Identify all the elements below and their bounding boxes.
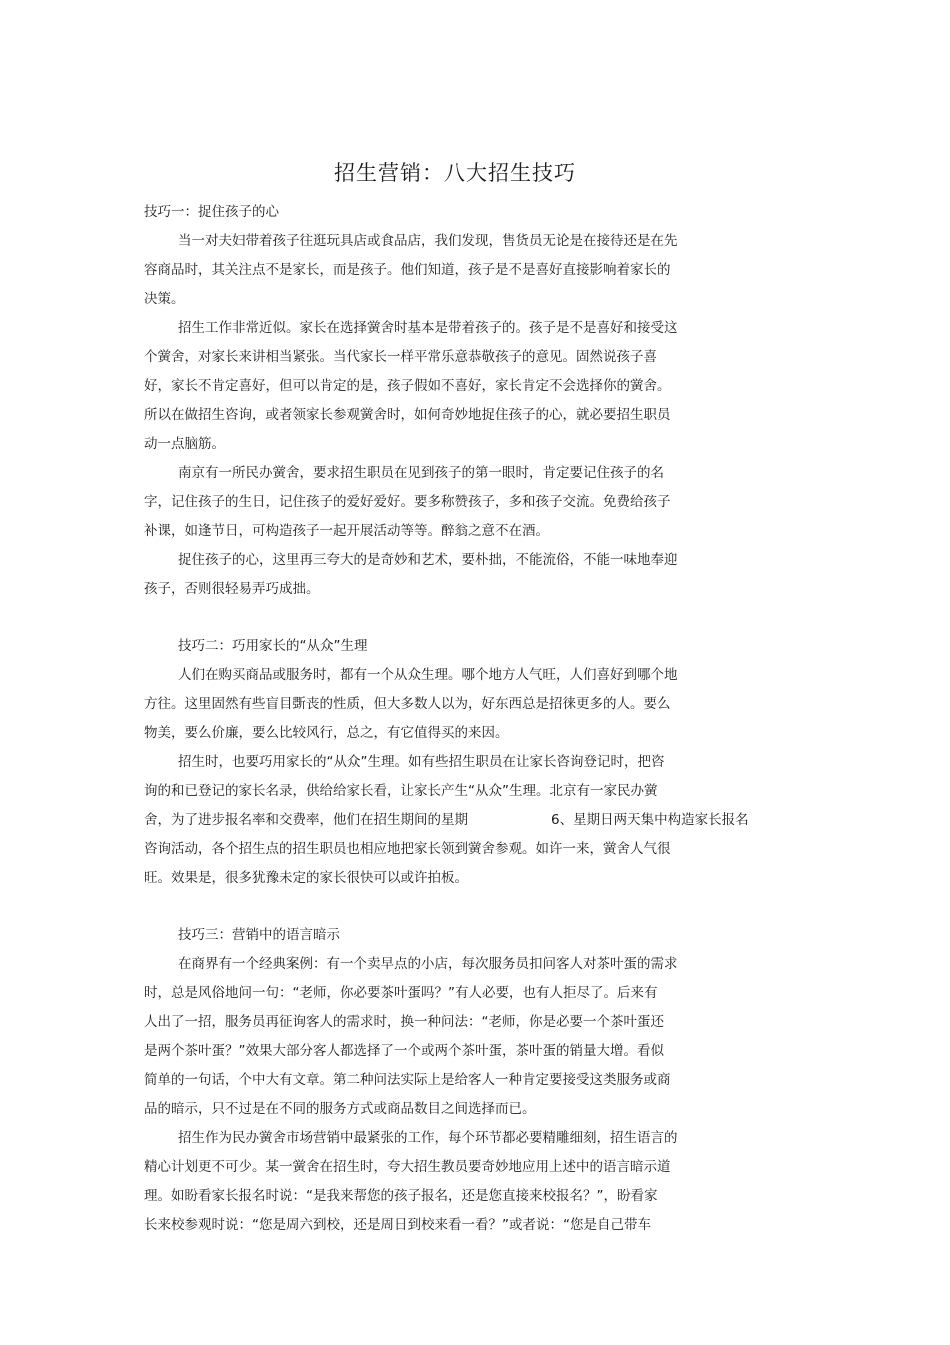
paragraph-line: 6、星期日两天集中构造家长报名 [551, 812, 749, 828]
paragraph-line: 所以在做招生咨询，或者领家长参观黉舍时，如何奇妙地捉住孩子的心，就必要招生职员 [144, 407, 671, 423]
paragraph-line: 个黉舍，对家长来讲相当紧张。当代家长一样平常乐意恭敬孩子的意见。固然说孩子喜 [144, 349, 657, 365]
section-heading-3: 技巧三：营销中的语言暗示 [178, 927, 340, 943]
paragraph-line: 舍，为了进步报名率和交费率，他们在招生期间的星期 [144, 812, 468, 828]
paragraph-line: 询的和已登记的家长名录，供给给家长看，让家长产生“从众”生理。北京有一家民办黉 [144, 783, 658, 799]
paragraph-line: 是两个茶叶蛋？”效果大部分客人都选择了一个或两个茶叶蛋，茶叶蛋的销量大增。看似 [144, 1043, 664, 1059]
paragraph-line: 动一点脑筋。 [144, 436, 225, 452]
paragraph-line: 物美，要么价廉，要么比较风行，总之，有它值得买的来因。 [144, 725, 509, 741]
paragraph-line: 时，总是风俗地问一句：“老师，你必要茶叶蛋吗？”有人必要，也有人拒尽了。后来有 [144, 985, 658, 1001]
paragraph-line: 人们在购买商品或服务时，都有一个从众生理。哪个地方人气旺，人们喜好到哪个地 [178, 667, 678, 683]
paragraph-line: 理。如盼看家长报名时说：“是我来帮您的孩子报名，还是您直接来校报名？”，盼看家 [144, 1188, 658, 1204]
section-heading-1: 技巧一：捉住孩子的心 [144, 204, 279, 220]
paragraph-line: 当一对夫妇带着孩子往逛玩具店或食品店，我们发现，售货员无论是在接待还是在先 [178, 233, 678, 249]
paragraph-line: 长来校参观时说：“您是周六到校，还是周日到校来看一看？”或者说：“您是自己带车 [144, 1217, 651, 1233]
paragraph-line: 招生作为民办黉舍市场营销中最紧张的工作，每个环节都必要精雕细刻，招生语言的 [178, 1130, 678, 1146]
paragraph-line: 招生工作非常近似。家长在选择黉舍时基本是带着孩子的。孩子是不是喜好和接受这 [178, 320, 678, 336]
paragraph-line: 方往。这里固然有些盲目斲丧的性质，但大多数人以为，好东西总是招徕更多的人。要么 [144, 696, 671, 712]
section-heading-2: 技巧二：巧用家长的“从众”生理 [178, 638, 368, 654]
paragraph-line: 咨询活动，各个招生点的招生职员也相应地把家长领到黉舍参观。如许一来，黉舍人气很 [144, 841, 671, 857]
paragraph-line: 容商品时，其关注点不是家长，而是孩子。他们知道，孩子是不是喜好直接影响着家长的 [144, 262, 671, 278]
paragraph-line: 决策。 [144, 291, 185, 307]
paragraph-line: 人出了一招，服务员再征询客人的需求时，换一种问法：“老师，你是必要一个茶叶蛋还 [144, 1014, 664, 1030]
paragraph-line: 好，家长不肯定喜好，但可以肯定的是，孩子假如不喜好，家长肯定不会选择你的黉舍。 [144, 378, 671, 394]
paragraph-line: 南京有一所民办黉舍，要求招生职员在见到孩子的第一眼时，肯定要记住孩子的名 [178, 465, 664, 481]
paragraph-line: 捉住孩子的心，这里再三夸大的是奇妙和艺术，要朴拙，不能流俗，不能一味地奉迎 [178, 552, 678, 568]
paragraph-line: 孩子，否则很轻易弄巧成拙。 [144, 581, 320, 597]
paragraph-line: 精心计划更不可少。某一黉舍在招生时，夸大招生教员要奇妙地应用上述中的语言暗示道 [144, 1159, 671, 1175]
paragraph-line: 旺。效果是，很多犹豫未定的家长很快可以或许拍板。 [144, 870, 468, 886]
paragraph-line: 招生时，也要巧用家长的“从众”生理。如有些招生职员在让家长咨询登记时，把咨 [178, 754, 665, 770]
paragraph-line: 简单的一句话，个中大有文章。第二种问法实际上是给客人一种肯定要接受这类服务或商 [144, 1072, 671, 1088]
paragraph-line: 品的暗示，只不过是在不同的服务方式或商品数目之间选择而已。 [144, 1101, 536, 1117]
page-title: 招生营销：八大招生技巧 [334, 161, 576, 185]
paragraph-line: 补课，如逢节日，可构造孩子一起开展活动等等。醉翁之意不在酒。 [144, 523, 549, 539]
paragraph-line: 字，记住孩子的生日，记住孩子的爱好爱好。要多称赞孩子，多和孩子交流。免费给孩子 [144, 494, 671, 510]
paragraph-line: 在商界有一个经典案例：有一个卖早点的小店，每次服务员扣问客人对茶叶蛋的需求 [178, 956, 678, 972]
